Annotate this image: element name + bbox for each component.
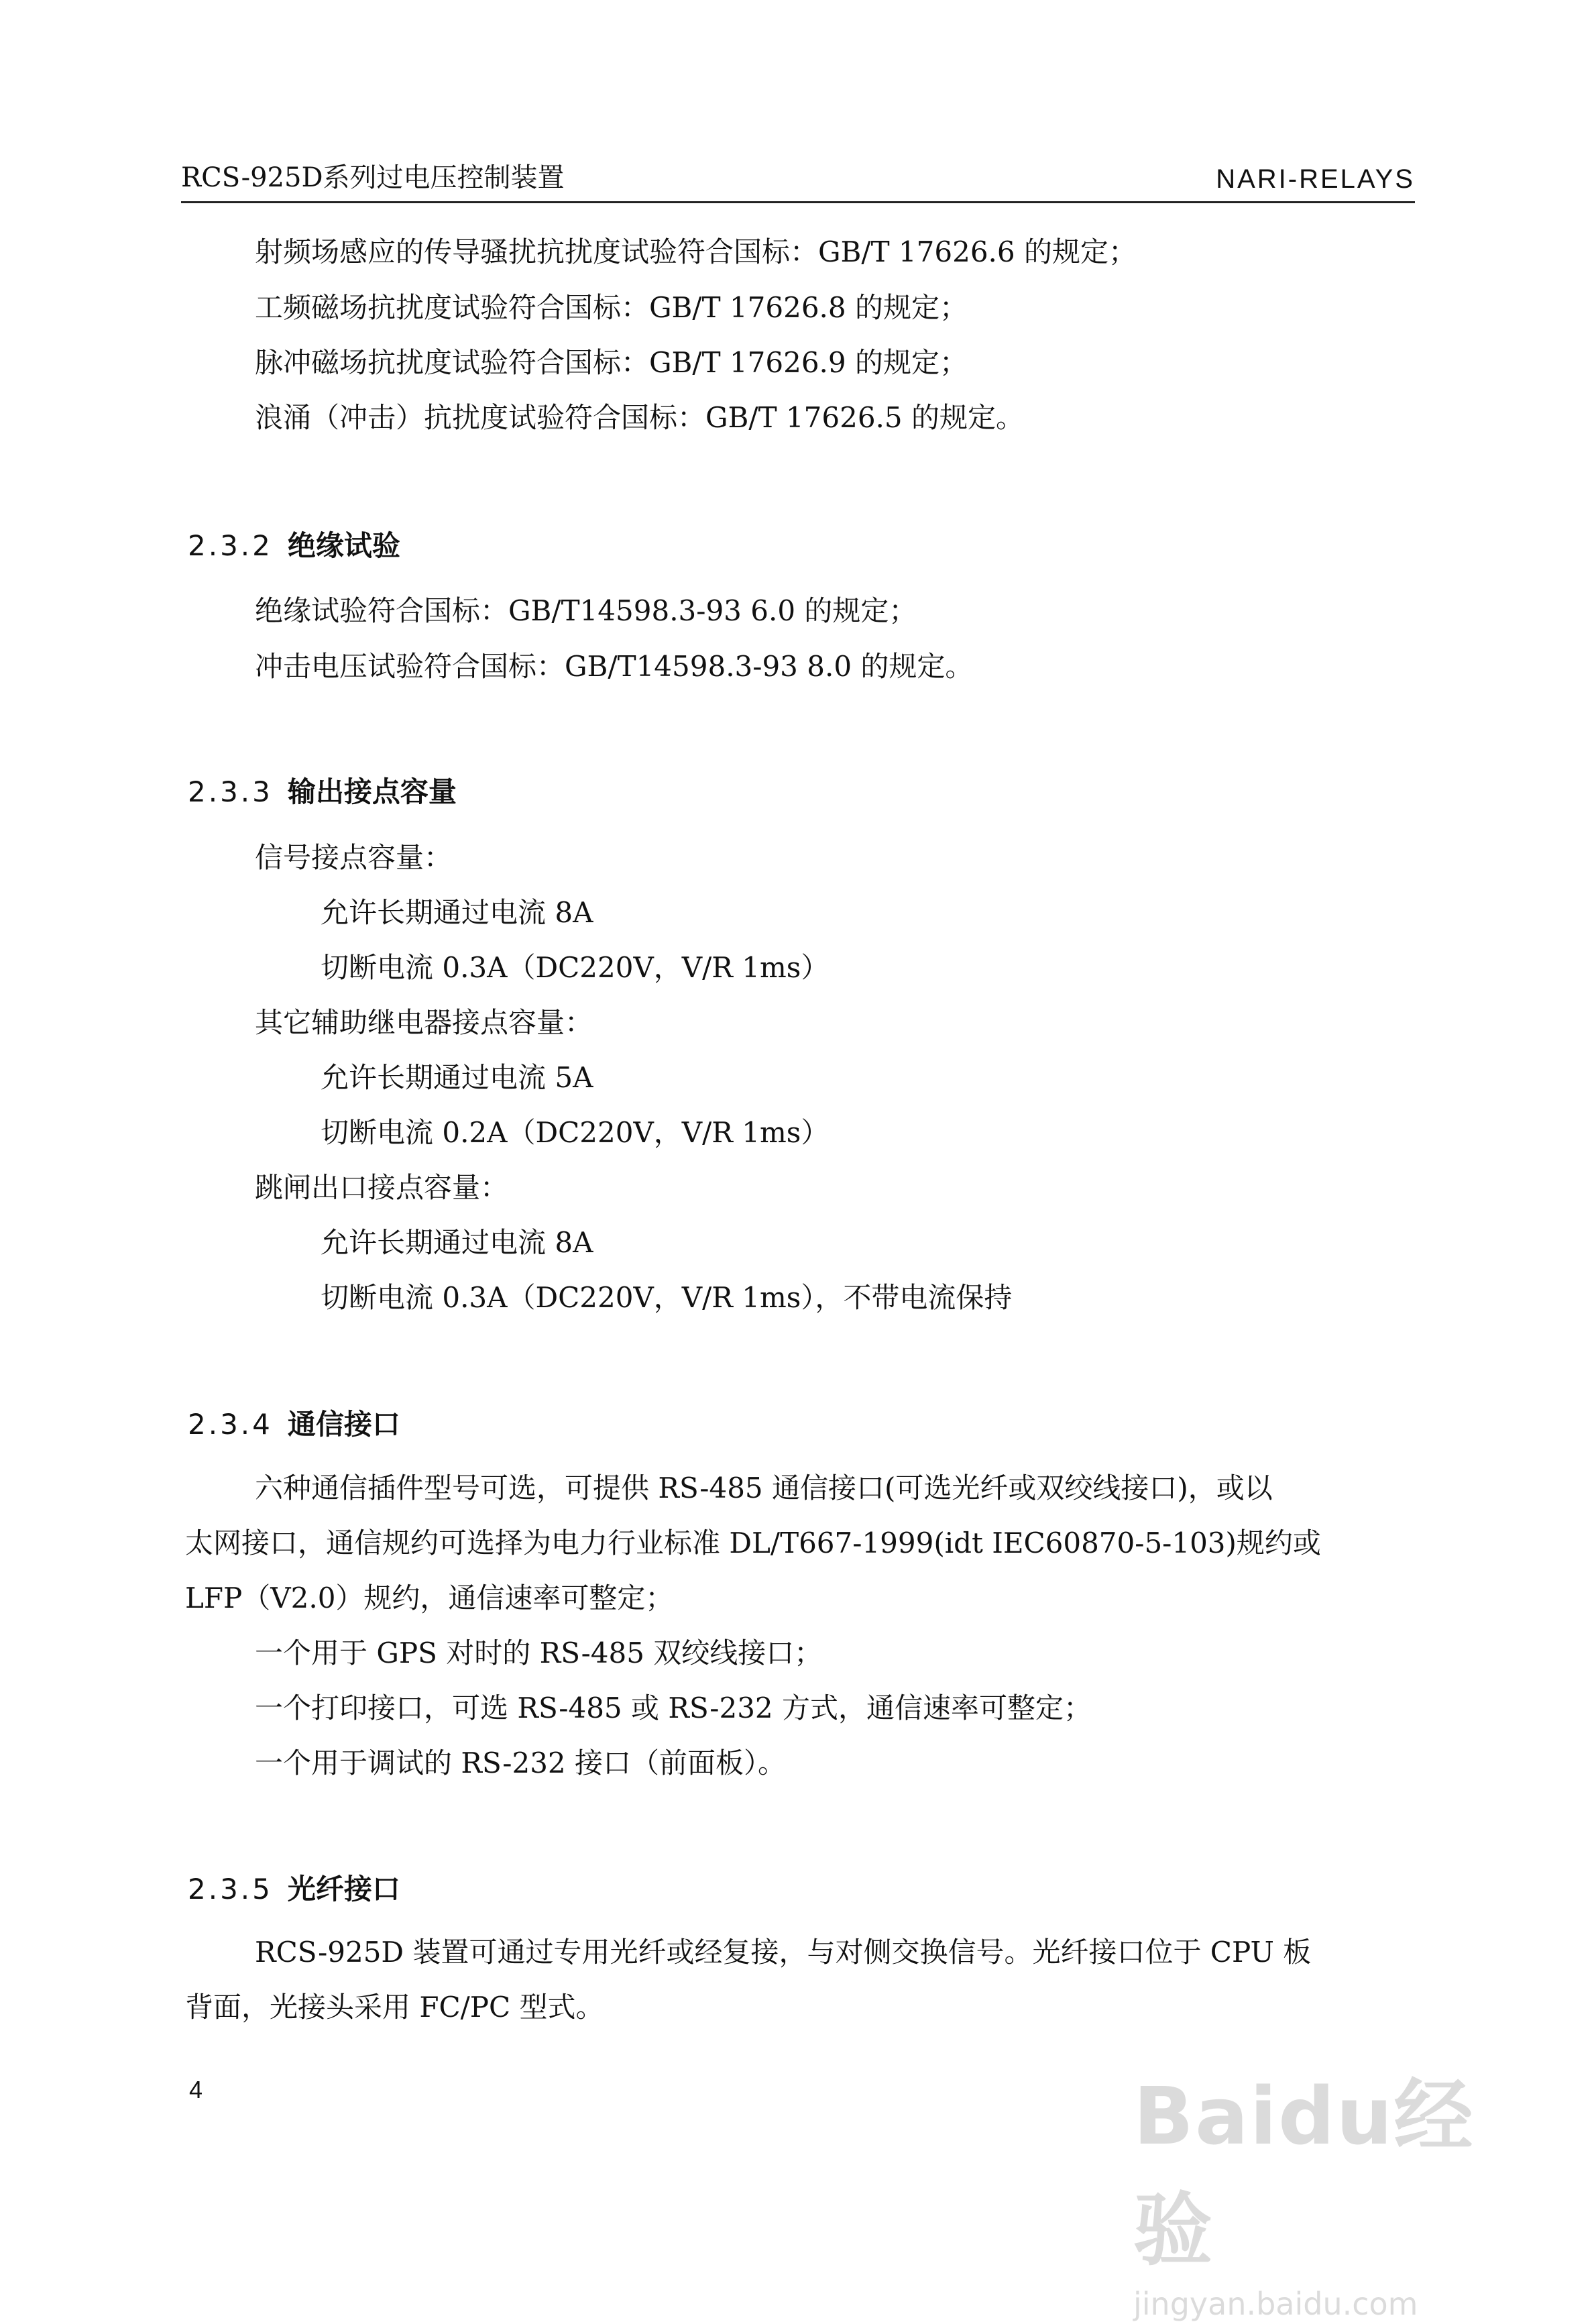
text-line: 其它辅助继电器接点容量：	[255, 1006, 593, 1039]
section-number: 2.3.2	[188, 529, 273, 562]
text-line: 太网接口，通信规约可选择为电力行业标准 DL/T667-1999(idt IEC60870-5-103)规约或	[185, 1527, 1321, 1559]
header-company-name: NARI-RELAYS	[1216, 164, 1415, 194]
section-heading-2-3-5	[188, 1875, 400, 1903]
text-line: 信号接点容量：	[255, 841, 453, 874]
watermark-url: jingyan.baidu.com	[1133, 2286, 1418, 2322]
watermark-logo: Baidu经验	[1133, 2070, 1475, 2276]
section-title: 通信接口	[287, 1408, 400, 1441]
watermark	[1133, 2052, 1509, 2322]
text-line: 射频场感应的传导骚扰抗扰度试验符合国标：GB/T 17626.6 的规定；	[255, 235, 1137, 268]
text-line: 绝缘试验符合国标：GB/T14598.3-93 6.0 的规定；	[255, 594, 917, 627]
text-line: 工频磁场抗扰度试验符合国标：GB/T 17626.8 的规定；	[255, 291, 968, 324]
section-title: 输出接点容量	[287, 775, 457, 808]
text-line: 跳闸出口接点容量：	[255, 1171, 509, 1204]
header-rule	[181, 201, 1415, 203]
text-line: RCS-925D 装置可通过专用光纤或经复接，与对侧交换信号。光纤接口位于 CPU 板	[255, 1936, 1312, 1969]
section-heading-2-3-4	[188, 1408, 400, 1441]
section-number: 2.3.5	[188, 1873, 273, 1905]
text-line: 脉冲磁场抗扰度试验符合国标：GB/T 17626.9 的规定；	[255, 346, 968, 379]
text-line: 一个用于 GPS 对时的 RS-485 双绞线接口；	[255, 1637, 823, 1669]
section-title: 光纤接口	[287, 1873, 400, 1905]
text-line: 浪涌（冲击）抗扰度试验符合国标：GB/T 17626.5 的规定。	[255, 401, 1024, 434]
text-line: 允许长期通过电流 8A	[321, 896, 593, 929]
section-heading-2-3-2	[188, 529, 400, 562]
section-number: 2.3.3	[188, 775, 273, 808]
text-line: 切断电流 0.3A（DC220V，V/R 1ms）	[321, 951, 830, 984]
section-title: 绝缘试验	[287, 529, 400, 562]
section-number: 2.3.4	[188, 1408, 273, 1441]
text-line: 切断电流 0.2A（DC220V，V/R 1ms）	[321, 1116, 830, 1149]
page-number: 4	[189, 2076, 203, 2103]
section-heading-2-3-3	[188, 775, 457, 808]
text-line: 允许长期通过电流 8A	[321, 1226, 593, 1259]
text-line: 切断电流 0.3A（DC220V，V/R 1ms），不带电流保持	[321, 1281, 1013, 1314]
page-header	[181, 161, 1415, 201]
header-document-title: RCS-925D系列过电压控制装置	[181, 162, 565, 193]
text-line: 六种通信插件型号可选，可提供 RS-485 通信接口(可选光纤或双绞线接口)，或以	[255, 1472, 1273, 1504]
text-line: 冲击电压试验符合国标：GB/T14598.3-93 8.0 的规定。	[255, 650, 974, 683]
text-line: 允许长期通过电流 5A	[321, 1061, 593, 1094]
text-line: 一个打印接口，可选 RS-485 或 RS-232 方式，通信速率可整定；	[255, 1692, 1092, 1724]
text-line: LFP（V2.0）规约，通信速率可整定；	[185, 1582, 674, 1614]
text-line: 一个用于调试的 RS-232 接口（前面板）。	[255, 1747, 786, 1779]
text-line: 背面，光接头采用 FC/PC 型式。	[185, 1991, 604, 2024]
